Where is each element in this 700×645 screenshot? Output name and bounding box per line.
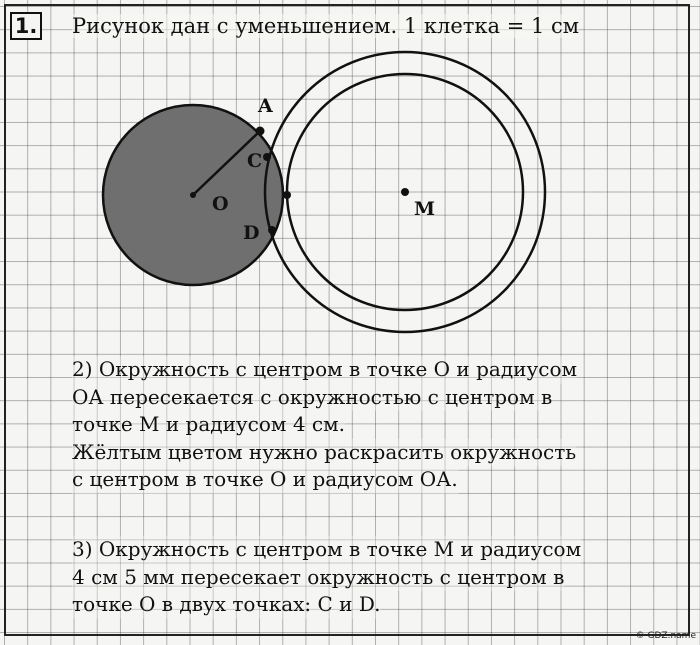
point-o [190, 192, 196, 198]
point-c [263, 153, 271, 161]
item-2-line: точке М и радиусом 4 см. [72, 411, 345, 439]
label-o: O [212, 193, 229, 215]
point-m [401, 188, 409, 196]
item-2-line: ОА пересекается с окружностью с центром в [72, 384, 552, 412]
point-tangent [283, 191, 291, 199]
point-a [256, 127, 265, 136]
task-number: 1. [10, 12, 42, 40]
item-2-line: 2) Окружность с центром в точке О и радиусом [72, 356, 577, 384]
item-2-text [72, 356, 577, 494]
item-3-line: 4 см 5 мм пересекает окружность с центром в [72, 564, 564, 592]
label-d: D [243, 222, 260, 244]
label-a: A [258, 95, 273, 117]
label-m: M [414, 198, 436, 220]
label-c: C [247, 150, 263, 172]
item-3-text [72, 536, 581, 619]
task-title: Рисунок дан с уменьшением. 1 клетка = 1 см [72, 14, 580, 38]
item-2-line: с центром в точке О и радиусом ОА. [72, 466, 458, 494]
point-d [268, 226, 276, 234]
item-2-line: Жёлтым цветом нужно раскрасить окружность [72, 439, 576, 467]
item-3-line: точке О в двух точках: C и D. [72, 591, 381, 619]
item-3-line: 3) Окружность с центром в точке М и радиусом [72, 536, 581, 564]
copyright-mark: © GDZ.name [635, 631, 696, 641]
